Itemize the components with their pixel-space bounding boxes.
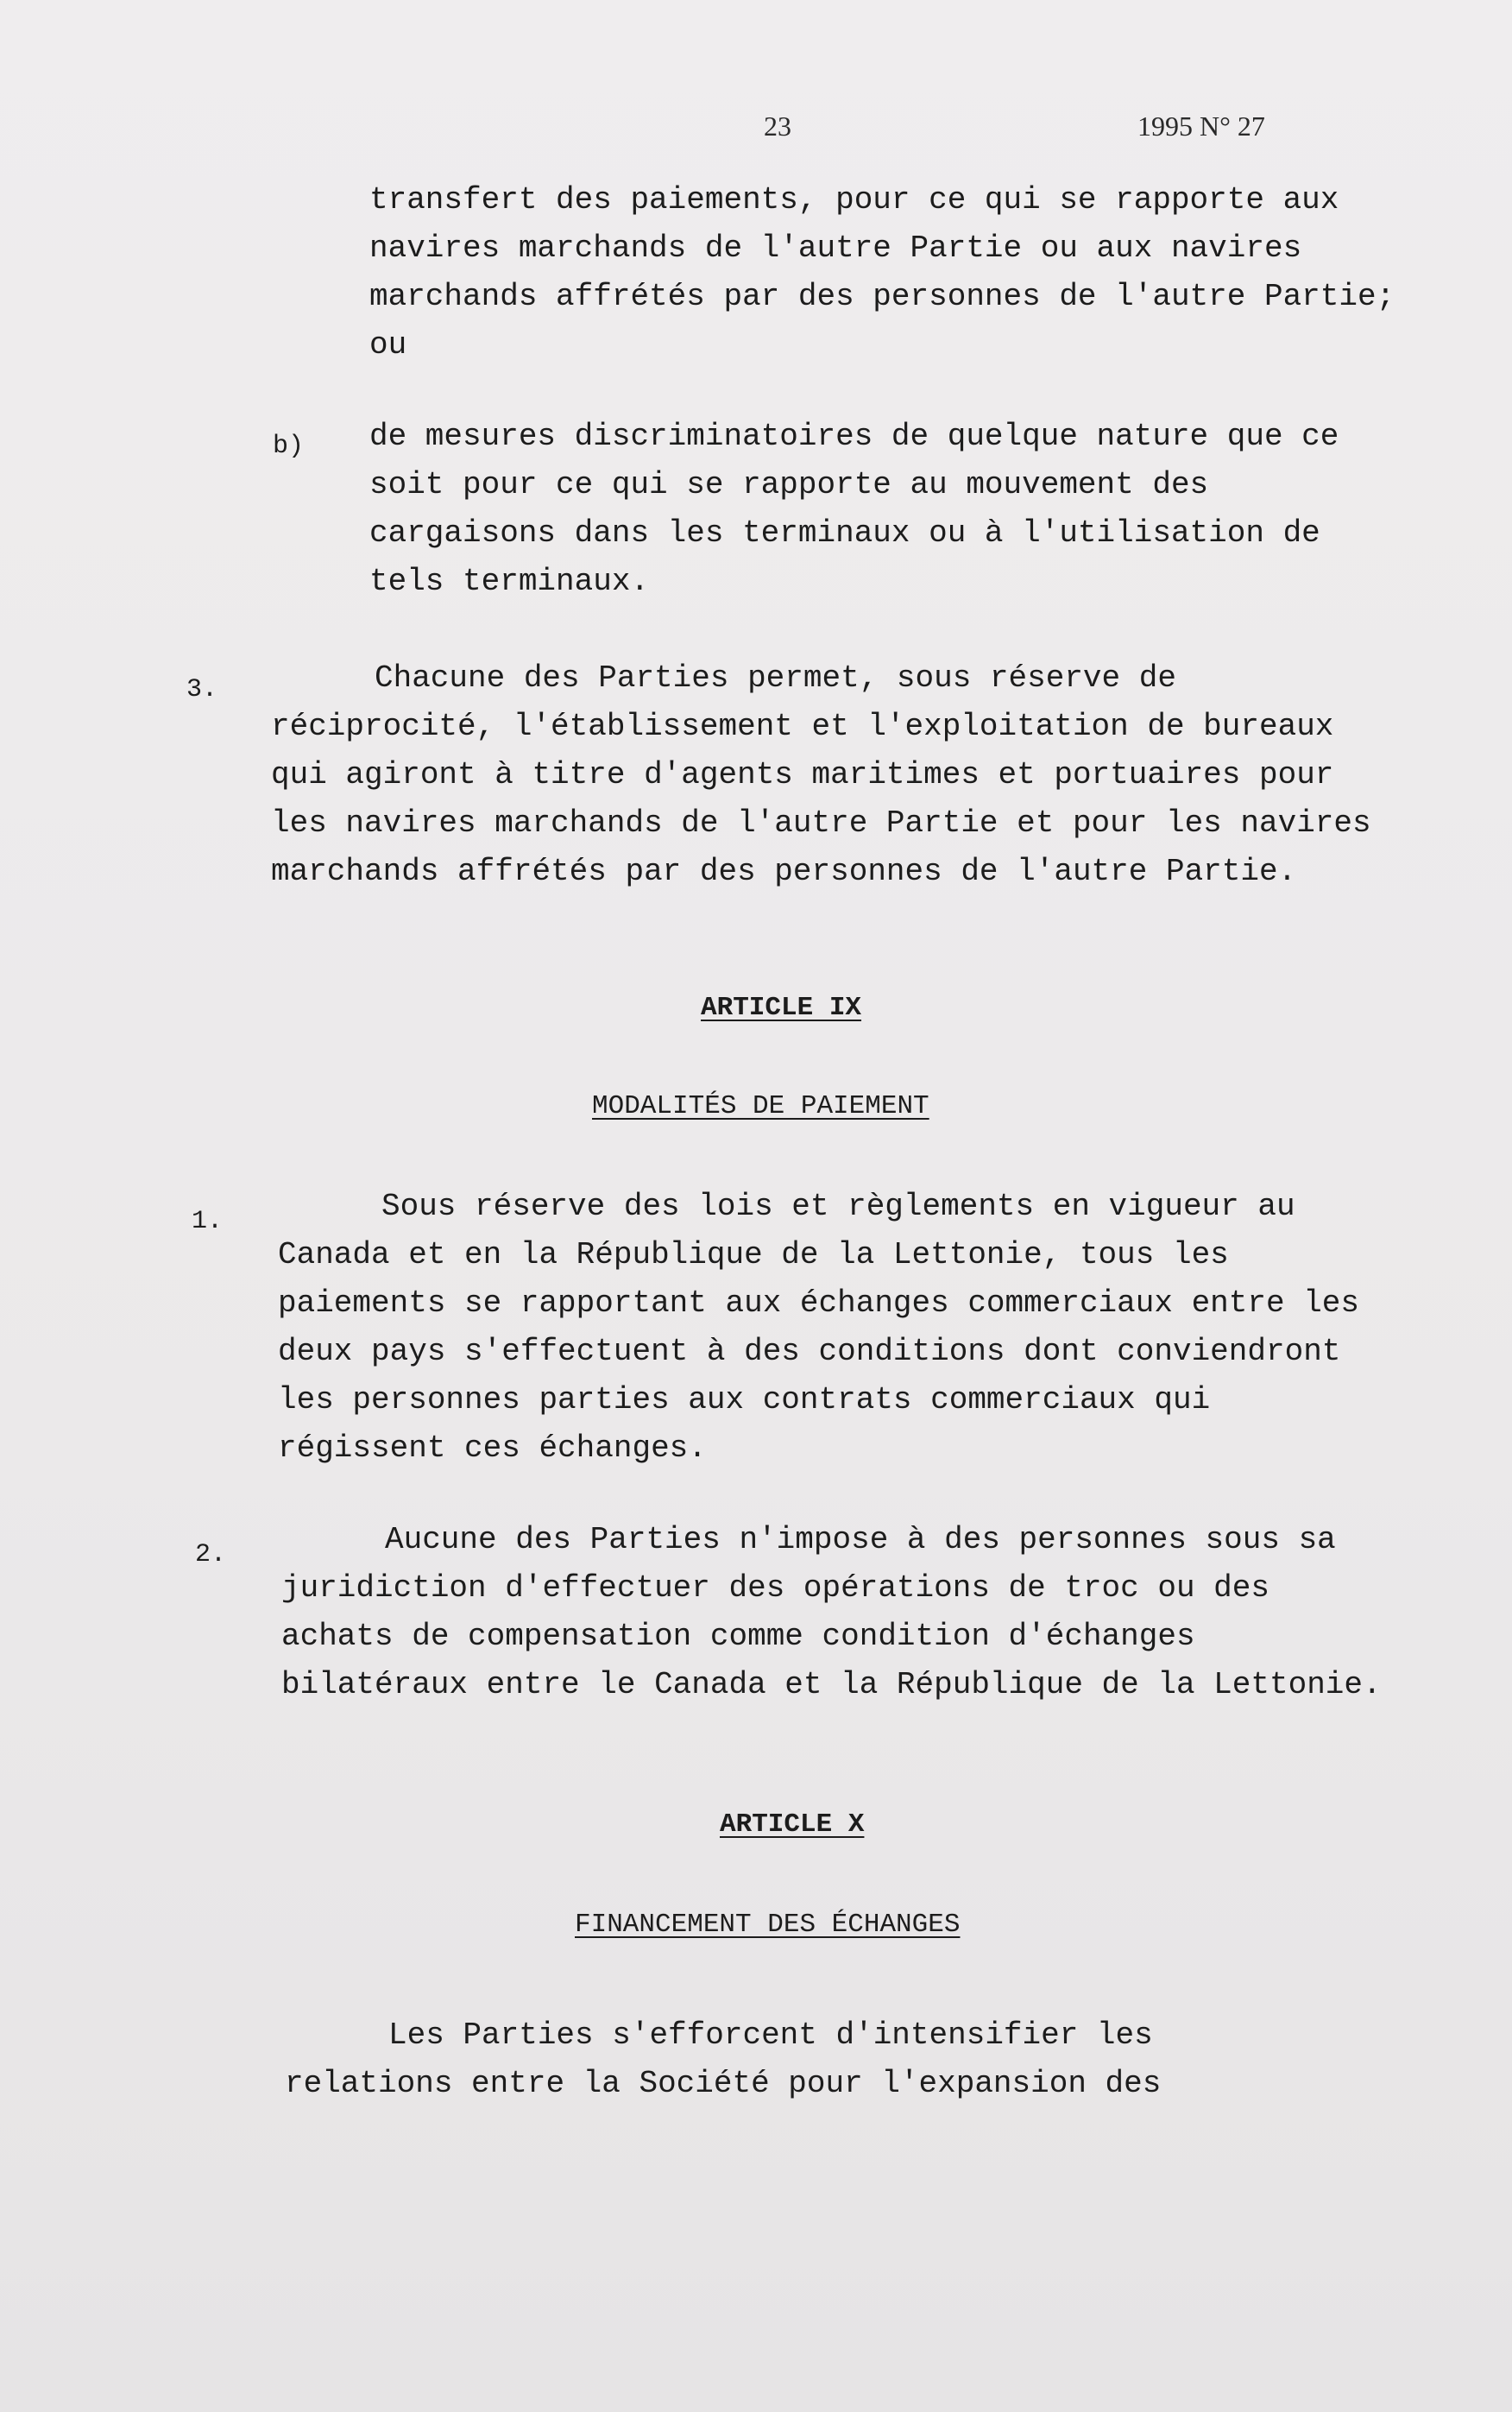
item-b-label: b) — [273, 432, 305, 461]
article-ix-title: MODALITÉS DE PAIEMENT — [592, 1091, 929, 1121]
document-reference: 1995 N° 27 — [1137, 110, 1265, 142]
article-x-paragraph: Les Parties s'efforcent d'intensifier les relations entre la Société pour l'expansion des — [285, 2017, 1162, 2101]
para-3-label: 3. — [186, 675, 218, 704]
article-ix-para-2-label: 2. — [195, 1540, 227, 1569]
bleed-through — [198, 169, 205, 196]
article-ix-para-1-text: Sous réserve des lois et règlements en vigueur au Canada et en la République de la Lettonie, tous les paiements se rapportant aux échanges commerciaux entre les deux pays s'effectuent à des conditions dont conviendront les personnes parties aux contrats commerciaux qui régissent ces échanges. — [278, 1189, 1360, 1466]
para-3-text: Chacune des Parties permet, sous réserve de réciprocité, l'établissement et l'exploitation de bureaux qui agiront à titre d'agents maritimes et portuaires pour les navires marchands de l'autre Partie et pour les navires marchands affrétés par des personnes de l'autre Partie. — [271, 660, 1371, 889]
item-b-text: de mesures discriminatoires de quelque nature que ce soit pour ce qui se rapporte au mouvement des cargaisons dans les terminaux ou à l'utilisation de tels terminaux. — [369, 419, 1339, 599]
article-x-heading: ARTICLE X — [720, 1809, 865, 1840]
continuation-paragraph: transfert des paiements, pour ce qui se rapporte aux navires marchands de l'autre Partie ou aux navires marchands affrétés par des personnes de l'autre Partie; ou — [369, 182, 1395, 363]
page-number: 23 — [764, 110, 791, 142]
article-ix-heading: ARTICLE IX — [701, 993, 862, 1023]
article-ix-para-1-label: 1. — [192, 1207, 224, 1236]
article-x-title: FINANCEMENT DES ÉCHANGES — [575, 1910, 961, 1940]
article-ix-para-2-text: Aucune des Parties n'impose à des personnes sous sa juridiction d'effectuer des opérations de troc ou des achats de compensation comme condition d'échanges bilatéraux entre le Canada et la République de la Lettonie. — [281, 1522, 1382, 1702]
